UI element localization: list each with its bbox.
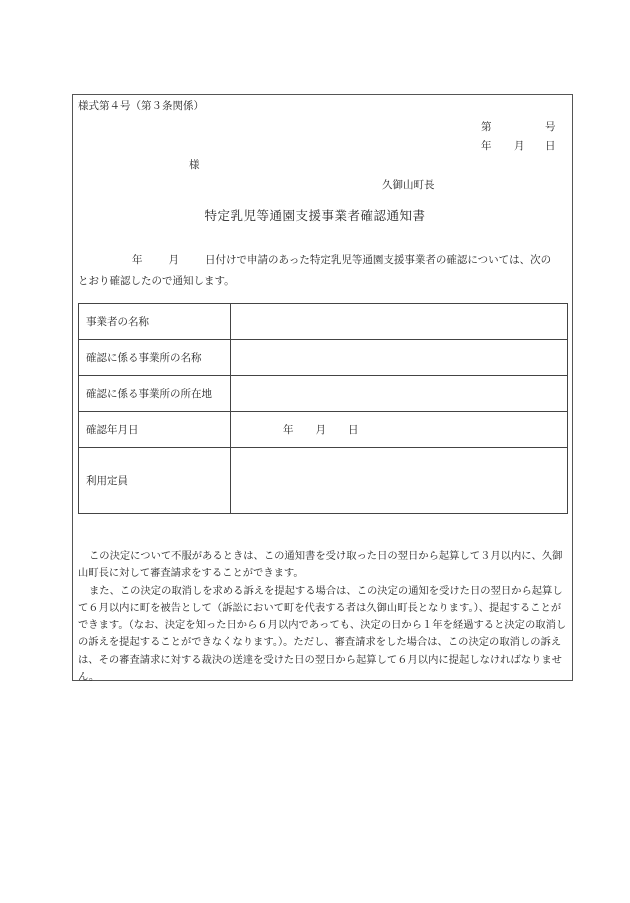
- addressee-suffix: 様: [189, 159, 200, 171]
- date-year-label: 年: [481, 140, 492, 152]
- notice-paragraph-2: また、この決定の取消しを求める訴えを提起する場合は、この決定の通知を受けた日の翌日から起算して６月以内に町を被告として（訴訟において町を代表する者は久御山町長となります。）、提起することができます。（なお、決定を知った日から６月以内であっても、決定の日から１年を経過すると決定の取消しの訴えを提起することができなくなります。）。ただし、審査請求をした場合は、この決定の取消しの訴えは、その審査請求に対する裁決の送達を受けた日の翌日から起算して６月以内に提起しなければなりません。: [78, 584, 567, 684]
- row-value-capacity: [231, 448, 568, 514]
- intro-line2: とおり確認したので通知します。: [78, 275, 235, 287]
- table-row: [79, 304, 568, 340]
- table-row: [79, 412, 568, 448]
- row-value-facility-address: [231, 376, 568, 412]
- row-label-confirmation-date: 確認年月日: [79, 412, 231, 448]
- row-value-confirmation-date: [231, 412, 568, 448]
- row-label-provider-name: 事業者の名称: [79, 304, 231, 340]
- table-row: [79, 376, 568, 412]
- date-day-label: 日: [545, 140, 556, 152]
- row-label-capacity: 利用定員: [79, 448, 231, 514]
- row-label-facility-name: 確認に係る事業所の名称: [79, 340, 231, 376]
- confirm-year: 年: [283, 424, 294, 436]
- table-row: [79, 448, 568, 514]
- doc-number-suffix: 号: [545, 121, 556, 133]
- row-value-facility-name: [231, 340, 568, 376]
- intro-month: 月: [168, 254, 179, 266]
- confirm-month: 月: [315, 424, 326, 436]
- form-number: 様式第４号（第３条関係）: [78, 100, 204, 112]
- intro-text: [78, 250, 570, 292]
- confirmation-table: [78, 303, 568, 514]
- row-label-facility-address: 確認に係る事業所の所在地: [79, 376, 231, 412]
- date-month-label: 月: [514, 140, 525, 152]
- notice-paragraph-1: この決定について不服があるときは、この通知書を受け取った日の翌日から起算して３月以内に、久御山町長に対して審査請求をすることができます。: [78, 550, 563, 580]
- row-value-provider-name: [231, 304, 568, 340]
- issuer: 久御山町長: [382, 179, 435, 191]
- appeal-notice: [78, 548, 570, 686]
- table-row: [79, 340, 568, 376]
- confirm-day: 日: [348, 424, 359, 436]
- doc-number-prefix: 第: [481, 121, 492, 133]
- intro-line1: 日付けで申請のあった特定乳児等通園支援事業者の確認については、次の: [205, 254, 552, 266]
- document-title: 特定乳児等通園支援事業者確認通知書: [204, 208, 426, 223]
- intro-year: 年: [132, 254, 143, 266]
